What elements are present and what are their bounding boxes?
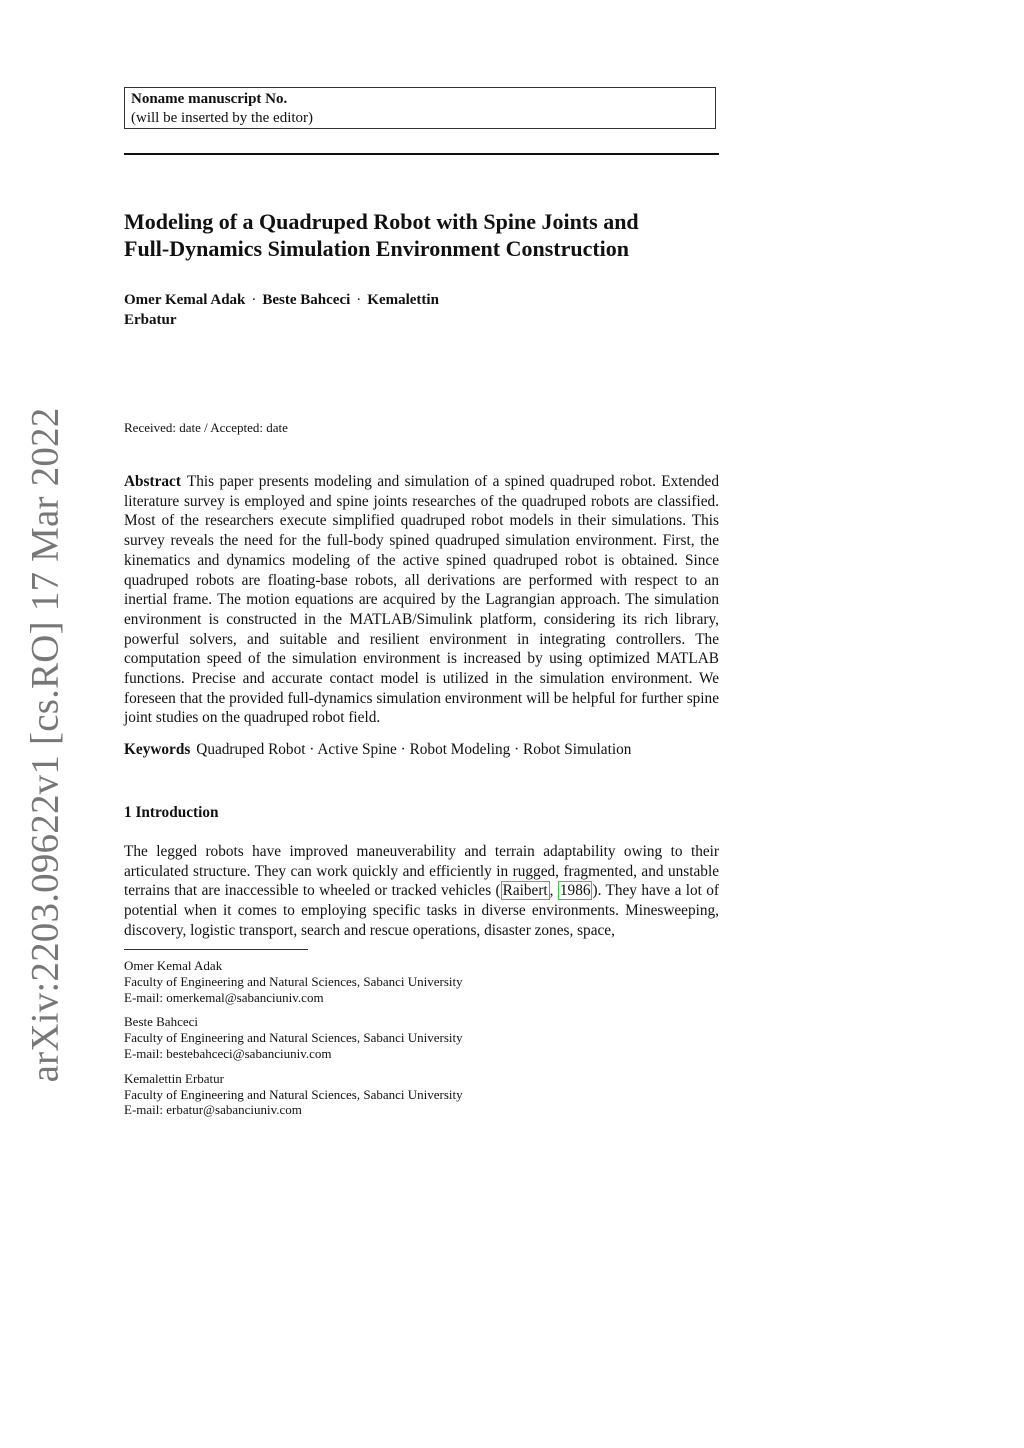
citation-link-author[interactable]: Raibert bbox=[502, 882, 548, 900]
affiliation-institution: Faculty of Engineering and Natural Sciences, Sabanci University bbox=[124, 1086, 463, 1102]
intro-text-after: ). They have a lot of potential when it comes to employing specific tasks in diverse environments. Minesweeping, discovery, logistic transport, search and rescue operations, disaster zones, space, bbox=[124, 882, 720, 939]
affiliation-name: Omer Kemal Adak bbox=[124, 958, 223, 973]
citation-separator: , bbox=[549, 882, 558, 900]
abstract-text: This paper presents modeling and simulation of a spined quadruped robot. Extended literature survey is employed and spine joints researches of the quadruped robots are classified. Most of the researchers execute simplified quadruped robot models in their simulations. This survey reveals the need for the full-body spined quadruped simulation environment. First, the kinematics and dynamics modeling of the active spined quadruped robot is obtained. Since quadruped robots are floating-base robots, all derivations are performed with respect to an inertial frame. The motion equations are acquired by the Lagrangian approach. The simulation environment is constructed in the MATLAB/Simulink platform, considering its rich library, powerful solvers, and suitable and resilient environment in integrating controllers. The computation speed of the simulation environment is increased by using optimized MATLAB functions. Precise and accurate contact model is utilized in the simulation environment. We foreseen that the provided full-dynamics simulation environment will be helpful for further spine joint studies on the quadruped robot field. bbox=[124, 473, 719, 727]
affiliation-block bbox=[124, 958, 719, 1005]
affiliation-institution: Faculty of Engineering and Natural Sciences, Sabanci University bbox=[124, 973, 463, 989]
author-name: Beste Bahceci bbox=[262, 292, 351, 308]
manuscript-note: (will be inserted by the editor) bbox=[131, 110, 314, 126]
author-name: Kemalettin bbox=[367, 292, 439, 308]
affiliation-name: Beste Bahceci bbox=[124, 1014, 198, 1030]
author-separator: · bbox=[251, 292, 257, 308]
author-separator: · bbox=[356, 292, 362, 308]
abstract-label: Abstract bbox=[124, 473, 181, 490]
manuscript-label: Noname manuscript No. bbox=[131, 91, 288, 107]
affiliations bbox=[124, 958, 719, 1127]
author-line-1 bbox=[124, 290, 719, 310]
affiliation-email: E-mail: erbatur@sabanciuniv.com bbox=[124, 1102, 302, 1118]
paper-title-line-1: Modeling of a Quadruped Robot with Spine Joints and bbox=[124, 209, 639, 234]
author-line-2: Erbatur bbox=[124, 312, 177, 328]
affiliation-institution: Faculty of Engineering and Natural Sciences, Sabanci University bbox=[124, 1030, 463, 1046]
paper-title-line-2: Full-Dynamics Simulation Environment Construction bbox=[124, 236, 630, 261]
keywords bbox=[124, 740, 719, 759]
received-accepted-dates: Received: date / Accepted: date bbox=[124, 420, 288, 435]
introduction-paragraph bbox=[124, 842, 719, 941]
affiliation-block bbox=[124, 1071, 719, 1118]
keywords-label: Keywords bbox=[124, 741, 191, 758]
abstract bbox=[124, 472, 719, 728]
keywords-text: Quadruped Robot · Active Spine · Robot Modeling · Robot Simulation bbox=[196, 741, 632, 758]
manuscript-box bbox=[124, 87, 716, 129]
arxiv-sidebar bbox=[0, 0, 90, 1448]
arxiv-identifier[interactable]: arXiv:2203.09622v1 [cs.RO] 17 Mar 2022 bbox=[23, 407, 67, 1083]
affiliation-block bbox=[124, 1014, 719, 1061]
citation-link-year[interactable]: 1986 bbox=[559, 882, 591, 900]
author-name: Omer Kemal Adak bbox=[124, 292, 246, 308]
section-heading-introduction: 1 Introduction bbox=[124, 804, 219, 821]
author-list bbox=[124, 290, 719, 330]
affiliation-name: Kemalettin Erbatur bbox=[124, 1070, 224, 1086]
header-rule bbox=[124, 153, 719, 155]
affiliation-email: E-mail: omerkemal@sabanciuniv.com bbox=[124, 989, 324, 1005]
intro-text-before: The legged robots have improved maneuverability and terrain adaptability owing to their articulated structure. They can work quickly and efficiently in rugged, fragmented, and unstable terrains that are inaccessible to wheeled or tracked vehicles ( bbox=[124, 843, 719, 900]
affiliation-email: E-mail: bestebahceci@sabanciuniv.com bbox=[124, 1045, 332, 1061]
footnote-rule bbox=[124, 949, 308, 950]
paper-title bbox=[124, 208, 719, 262]
